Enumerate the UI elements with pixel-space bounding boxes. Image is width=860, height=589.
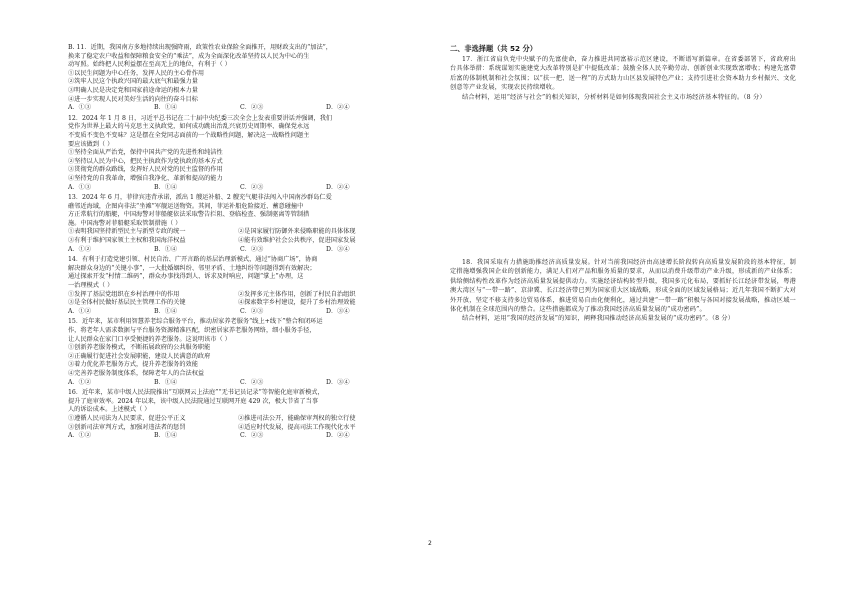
- answer-choice[interactable]: D．②④: [326, 104, 350, 112]
- answer-choices: [68, 246, 414, 255]
- answer-choice[interactable]: C．②③: [240, 307, 264, 315]
- answer-choice[interactable]: B．①④: [154, 432, 178, 440]
- answer-choice[interactable]: C．②③: [240, 432, 264, 440]
- answer-choice[interactable]: B．①④: [154, 183, 178, 191]
- option-statement: ①创新养老服务模式，不断拓展政府的公共服务职能: [68, 344, 211, 352]
- left-column: [68, 44, 414, 443]
- option-statement: ③贯彻党的群众路线，发挥好人民对党的民主监督的作用: [68, 166, 223, 174]
- answer-choice[interactable]: A．①②: [68, 307, 92, 315]
- option-statement: ②发挥多元主体作用，创新了村民自治组织: [238, 290, 356, 298]
- option-pair-row: [68, 228, 414, 237]
- option-statement: ④探索数字乡村建设，提升了乡村治理效能: [238, 299, 356, 307]
- question-15: [68, 318, 414, 389]
- question-stem-line: 一治理模式（ ）: [68, 282, 114, 290]
- option-statement: ③着力优化养老服务方式，提升养老服务的效能: [68, 361, 198, 369]
- question-stem-line: 让人民群众在家门口享受便捷的养老服务。这说明该市（ ）: [68, 335, 231, 343]
- question-stem-line: 不变质不变色不变味？这是摆在全党同志面前的一个战略性问题，解决这一战略性问题主: [68, 131, 310, 139]
- q18-task: 结合材料，运用“我国的经济发展”的知识，阐释我国推动经济高质量发展的“成功密码”。（8 分）: [462, 315, 735, 323]
- question-stem-line: 15．近年来，某市利用智慧养老综合服务平台，推动居家养老服务“线上+线下”整合和闭环运: [68, 318, 323, 326]
- answer-choice[interactable]: B．①④: [154, 245, 178, 253]
- question-gap: [68, 441, 414, 443]
- answer-choices: [68, 104, 414, 113]
- option-statement: ②推进司法公开，能确保审判权的独立行使: [238, 414, 356, 422]
- answer-choice[interactable]: B．①④: [154, 307, 178, 315]
- option-statement: ④适应时代发展，提高司法工作现代化水平: [238, 423, 356, 431]
- option-statement: ③创新司法审判方式，加强对违法者的惩罚: [68, 423, 186, 431]
- answer-choice[interactable]: A．①③: [68, 183, 92, 191]
- option-pair-row: [68, 415, 414, 424]
- answer-choice[interactable]: C．②③: [240, 378, 264, 386]
- question-stem-line: 14．有利于打造党建引领、村民自治、广开言路的基层治理新模式，通过“协商广场”，协商: [68, 256, 318, 264]
- answer-choice[interactable]: C．②③: [240, 245, 264, 253]
- option-statement: ④完善养老服务制度体系，保障老年人的合法权益: [68, 369, 205, 377]
- answer-choice[interactable]: A．①②: [68, 245, 92, 253]
- answer-choice[interactable]: A．①③: [68, 104, 92, 112]
- answer-choices: [68, 432, 414, 441]
- option-statement: ①遵循人民司法为人民要求，促进公平正义: [68, 414, 186, 422]
- answer-choice[interactable]: B．①④: [154, 104, 178, 112]
- question-14: [68, 256, 414, 318]
- question-stem-line: 动写照。始终把人民利益摆在至高无上的地位，有利于（ ）: [68, 61, 231, 69]
- answer-choice[interactable]: D．②④: [326, 183, 350, 191]
- answer-choice[interactable]: D．③④: [326, 378, 350, 386]
- q17-task: 结合材料，运用“经济与社会”的相关知识，分析材料是如何体现我国社会主义市场经济基本特征的。（8 分）: [462, 93, 766, 101]
- answer-choice[interactable]: D．③④: [326, 307, 350, 315]
- question-12: [68, 115, 414, 194]
- question-13: [68, 194, 414, 256]
- right-column: [450, 44, 796, 324]
- answer-choices: [68, 184, 414, 193]
- answer-choices: [68, 308, 414, 317]
- answer-choices: [68, 379, 414, 388]
- question-stem-line: 13．2024 年 6 月，菲律宾违背承诺，派出 1 艘运补船、2 艘充气艇非法闯入中国南沙群岛仁爱: [68, 194, 332, 202]
- question-stem-line: B. 11．近期，我国南方多地持续出现强降雨，政策性农业保险全面推开，用财政支出的“加法”，: [68, 44, 332, 51]
- option-statement: ②是国家履行防御外来侵略职能的具体体现: [238, 228, 356, 236]
- option-statement: ③明确人民是决定党和国家前途命运的根本力量: [68, 86, 198, 94]
- answer-space-17: [450, 102, 796, 186]
- option-statement: ④能有效维护社会公共秩序，促进国家发展: [238, 237, 356, 245]
- answer-choice[interactable]: C．②③: [240, 104, 264, 112]
- question-stem-line: 礁邻近海域，企图向非法“坐滩”军舰运送物资。其间，菲运补船危险接近、蓄意碰撞中: [68, 202, 304, 210]
- option-statement: ④进一步实现人民对美好生活的向往的奋斗目标: [68, 95, 198, 103]
- question-stem-line: 通过探索开发“村情二维码”，群众办事找得到人、诉求及时响应，问题“掌上”办理，这: [68, 273, 304, 281]
- question-stem-line: 作，将老年人需求数据与平台服务资源精准匹配，织密居家养老服务网络，细小服务手径，: [68, 327, 316, 334]
- option-statement: ①表明我国坚持新型民主与新型专政的统一: [68, 228, 186, 236]
- question-stem-line: 提升了庭审效率。2024 年以来，该中级人民法院通过互联网开庭 429 次，极大节省了当事: [68, 397, 319, 405]
- answer-choice[interactable]: A．①②: [68, 378, 92, 386]
- answer-choice[interactable]: D．②④: [326, 432, 350, 440]
- answer-choice[interactable]: A．①②: [68, 432, 92, 440]
- answer-space-17b: [450, 186, 796, 258]
- answer-choice[interactable]: D．③④: [326, 245, 350, 253]
- answer-choice[interactable]: B．①④: [154, 378, 178, 386]
- option-statement: ④坚持党的自我革命，增强自我净化、革新和提高的能力: [68, 174, 223, 182]
- option-pair-row: [68, 237, 414, 246]
- question-16: [68, 389, 414, 443]
- option-statement: ③有利于维护国家领土主权和我国海洋权益: [68, 237, 186, 245]
- question-stem-line: 换来了稳定农户收益和保障粮食安全的“乘法”，成为全面深化改革坚持以人民为中心的生: [68, 52, 310, 60]
- q18-material: 18．我国采取有力措施助推经济高质量发展。针对当前我国经济由高速增长阶段转向高质量发展阶段的基本特征，制定措施增强我国企业的创新能力，满足人们对产品和服务质量的要求，从而以消费升级带动产业升级，形成新的产业体系；供给侧结构性改革作为经济高质量发展提供动力。实施经济结构转型升级，我国多元化布局，要抓好长江经济带发展，粤港澳大湾区与“一带一路”、京津冀、长江经济带已列为国家重大区域战略，形成全面的区域发展格局；近几年我国不断扩大对外开放，坚定不移支持多边贸易体系，推进贸易自由化便利化，通过共建“一带一路”积极与各国对接发展战略，推动区域一体化机制在全球范围内的整合。这些措施都成为了推动我国经济高质量发展的“成功密码”。: [450, 259, 796, 314]
- option-statement: ①坚持全面从严治党，保持中国共产党的先进性和纯洁性: [68, 149, 223, 157]
- option-pair-row: [68, 291, 414, 300]
- option-statement: ③是全体村民做好基层民主管理工作的关键: [68, 299, 186, 307]
- question-11: [68, 44, 414, 115]
- option-statement: ①发挥了基层党组织在乡村治理中的作用: [68, 290, 180, 298]
- page-number: 2: [428, 540, 432, 547]
- section-title: 二、非选择题（共 52 分）: [450, 44, 537, 53]
- question-stem-line: 要应该做到（ ）: [68, 140, 114, 148]
- q17-material: 17．浙江省肩负党中央赋予的先富使命，奋力推进共同富裕示范区建设，不断谱写新篇章。在省委部署下，省政府出台具体举措：系统谋划实施建党大改革特别是扩中提低改革；鼓励全体人民辛勤劳动、创新创业实现致富增收；构建先富帶后富的体制机制和社会氛围；以“扶一把、送一程”的方式助力山区县发展特色产业；支持引进社会资本助力乡村振兴、文化创意等产业发展，实现农民持续增收。: [450, 56, 796, 92]
- option-statement: ②坚持以人民为中心，把民主执政作为党执政的基本方式: [68, 157, 223, 165]
- answer-choice[interactable]: C．②③: [240, 183, 264, 191]
- option-pair-row: [68, 424, 414, 433]
- question-stem-line: 16．近年来，某市中级人民法院推出“互联网云上法庭”“无书记员记录”等智能化庭审新模式，: [68, 389, 324, 397]
- question-stem-line: 12．2024 年 1 月 8 日，习近平总书记在二十届中央纪委三次全会上发表重要讲话并强调，我们: [68, 114, 333, 122]
- question-stem-line: 施。中国海警对菲船艇采取管制措施（ ）: [68, 219, 182, 227]
- question-stem-line: 方正常航行的船艇，中国海警对菲船艇依法采取警告拦阻、登临检查、强制驱离等管制措: [68, 211, 310, 219]
- question-stem-line: 党作为世界上最大的马克思主义执政党，如何成功跳出治乱兴衰历史周期率、确保党永远: [68, 123, 310, 131]
- question-stem-line: 人的诉讼成本。上述模式（ ）: [68, 406, 151, 414]
- option-pair-row: [68, 299, 414, 308]
- question-stem-line: 解决群众身边的“关键小事”，一大批婚姻纠纷、邻里矛盾、土地纠纷等问题得到有效解决；: [68, 264, 316, 272]
- option-statement: ②筑牢人民这个执政兴国的最大底气和最强力量: [68, 78, 198, 86]
- option-statement: ②正确履行促进社会发展职能，建设人民满意的政府: [68, 352, 211, 360]
- option-statement: ①以民生问题为中心任务，发挥人民的主心骨作用: [68, 69, 205, 77]
